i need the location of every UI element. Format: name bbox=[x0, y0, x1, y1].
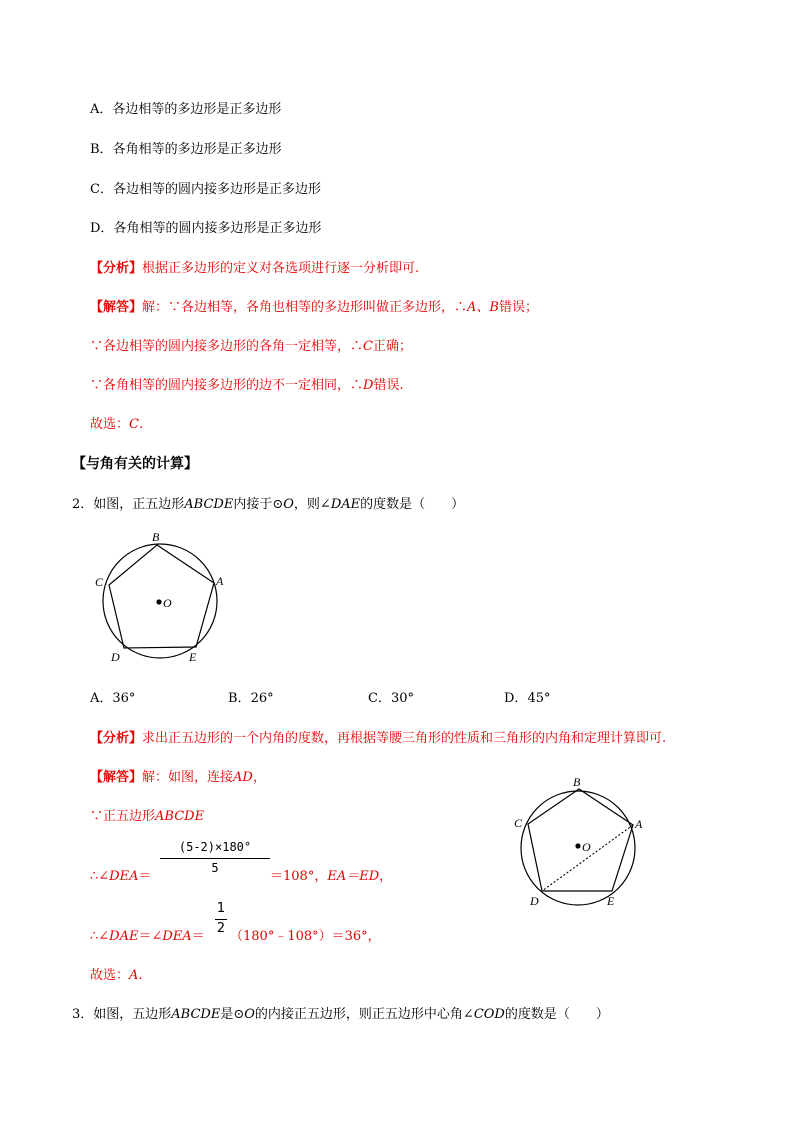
pentagon bbox=[528, 789, 633, 891]
label-d: D bbox=[111, 650, 120, 664]
q1-analysis: 【分析】根据正多边形的定义对各选项进行逐一分析即可. bbox=[90, 261, 420, 276]
q2-analysis: 【分析】求出正五边形的一个内角的度数，再根据等腰三角形的性质和三角形的内角和定理计算即可. bbox=[90, 731, 667, 746]
q2-answer-line3-lhs: ∴∠DEA＝ bbox=[90, 869, 152, 884]
label-c: C bbox=[95, 575, 104, 589]
frac1-denominator: 5 bbox=[211, 861, 219, 875]
q2-option-a: A．36° bbox=[90, 691, 136, 706]
label-a: A bbox=[635, 817, 643, 831]
q1-choice: 故选：C. bbox=[90, 417, 144, 432]
q2-answer-line3-rhs: ＝108°，EA＝ED， bbox=[270, 869, 393, 884]
q2-answer-line1: 【解答】解：如图，连接AD， bbox=[90, 770, 266, 785]
label-o: O bbox=[582, 840, 591, 854]
label-c: C bbox=[514, 816, 523, 830]
q1-option-d: D．各角相等的圆内接多边形是正多边形 bbox=[90, 221, 322, 236]
label-e: E bbox=[189, 650, 197, 664]
q1-answer-line1: 【解答】解：∵各边相等，各角也相等的多边形叫做正多边形，∴A、B错误； bbox=[90, 300, 538, 315]
frac2-denominator: 2 bbox=[216, 921, 226, 936]
q1-option-c: C．各边相等的圆内接多边形是正多边形 bbox=[90, 182, 321, 197]
q2-option-d: D．45° bbox=[504, 691, 551, 706]
q2-answer-line4-rhs: （180°﹣108°）＝36°， bbox=[230, 929, 381, 944]
label-b: B bbox=[152, 530, 160, 544]
section-title: 【与角有关的计算】 bbox=[72, 456, 198, 472]
label-o: O bbox=[163, 596, 172, 610]
q2-stem: 2．如图，正五边形ABCDE内接于⊙O，则∠DAE的度数是（ ） bbox=[72, 497, 465, 512]
q3-stem: 3．如图，五边形ABCDE是⊙O的内接正五边形，则正五边形中心角∠COD的度数是（ ） bbox=[72, 1007, 609, 1022]
pentagon bbox=[109, 545, 214, 648]
q1-option-b: B．各角相等的多边形是正多边形 bbox=[90, 142, 282, 157]
q2-figure-pentagon bbox=[88, 528, 238, 668]
q1-answer-line3: ∵各角相等的圆内接多边形的边不一定相同，∴D错误. bbox=[90, 378, 404, 393]
center-point bbox=[575, 843, 580, 848]
q2-solution-figure bbox=[505, 772, 665, 912]
frac1-numerator: (5-2)×180° bbox=[178, 840, 252, 854]
frac2-numerator: 1 bbox=[216, 901, 226, 916]
frac2-line bbox=[215, 919, 227, 920]
frac1-line bbox=[160, 858, 270, 859]
q1-answer-line2: ∵各边相等的圆内接多边形的各角一定相等，∴C正确； bbox=[90, 339, 412, 354]
q2-answer-line4-lhs: ∴∠DAE＝∠DEA＝ bbox=[90, 929, 205, 944]
label-a: A bbox=[216, 574, 224, 588]
label-b: B bbox=[573, 775, 581, 789]
segment-ad bbox=[542, 825, 633, 891]
q2-answer-line2: ∵正五边形ABCDE bbox=[90, 809, 205, 824]
center-point bbox=[156, 599, 161, 604]
q2-option-b: B．26° bbox=[228, 691, 274, 706]
label-e: E bbox=[607, 894, 615, 908]
q2-choice: 故选：A. bbox=[90, 968, 143, 983]
q1-option-a: A．各边相等的多边形是正多边形 bbox=[90, 102, 282, 117]
label-d: D bbox=[530, 894, 539, 908]
q2-option-c: C．30° bbox=[368, 691, 414, 706]
